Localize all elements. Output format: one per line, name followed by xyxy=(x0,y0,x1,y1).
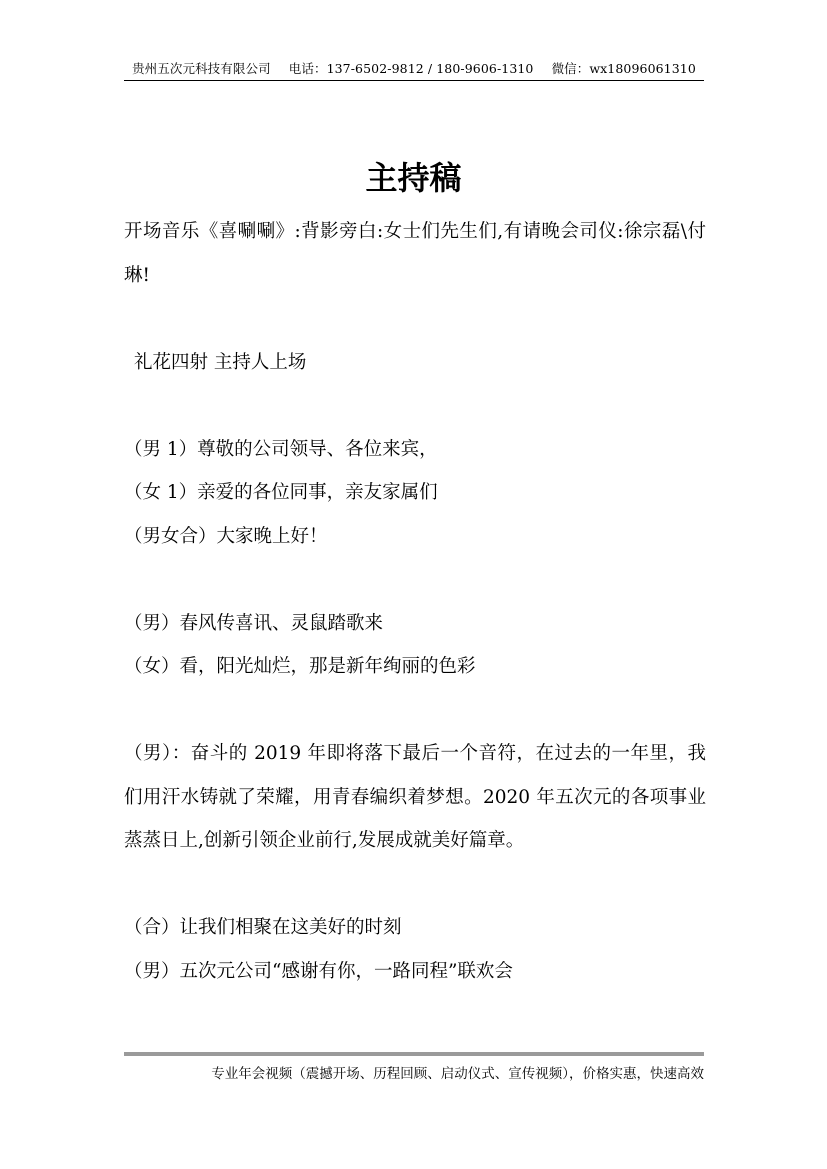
blank-line xyxy=(124,558,706,602)
paragraph-hosts-enter: 礼花四射 主持人上场 xyxy=(134,351,307,373)
page-footer: 专业年会视频（震撼开场、历程回顾、启动仪式、宣传视频），价格实惠，快速高效 xyxy=(211,1066,704,1082)
line-female-1-greeting: （女 1）亲爱的各位同事，亲友家属们 xyxy=(124,482,438,503)
paragraph-male-review: （男）：奋斗的 2019 年即将落下最后一个音符，在过去的一年里，我们用汗水铸就了荣耀，用青春编织着梦想。2020 年五次元的各项事业蒸蒸日上,创新引领企业前行,发展成就美好篇章。 xyxy=(124,743,706,851)
document-body xyxy=(124,210,706,993)
header-phone: 电话：137-6502-9812 / 180-9606-1310 xyxy=(288,61,534,76)
line-female-sunshine: （女）看，阳光灿烂，那是新年绚丽的色彩 xyxy=(124,656,476,677)
footer-divider xyxy=(124,1052,704,1056)
paragraph-opening-music: 开场音乐《喜唰唰》:背影旁白:女士们先生们,有请晚会司仪:徐宗磊\付琳! xyxy=(124,221,706,286)
line-together-gather: （合）让我们相聚在这美好的时刻 xyxy=(124,917,402,938)
line-male-spring: （男）春风传喜讯、灵鼠踏歌来 xyxy=(124,612,384,634)
header-company: 贵州五次元科技有限公司 xyxy=(132,61,271,76)
blank-line xyxy=(124,297,706,341)
blank-line xyxy=(124,384,706,428)
page-title: 主持稿 xyxy=(365,159,462,197)
line-male-event-name: （男）五次元公司“感谢有你，一路同程”联欢会 xyxy=(124,960,513,982)
line-male-1-greeting: （男 1）尊敬的公司领导、各位来宾， xyxy=(124,438,438,460)
page-header xyxy=(124,58,704,81)
blank-line xyxy=(124,689,706,733)
header-wechat: 微信：wx18096061310 xyxy=(551,61,696,76)
blank-line xyxy=(124,863,706,907)
line-together-greeting: （男女合）大家晚上好！ xyxy=(124,525,328,547)
